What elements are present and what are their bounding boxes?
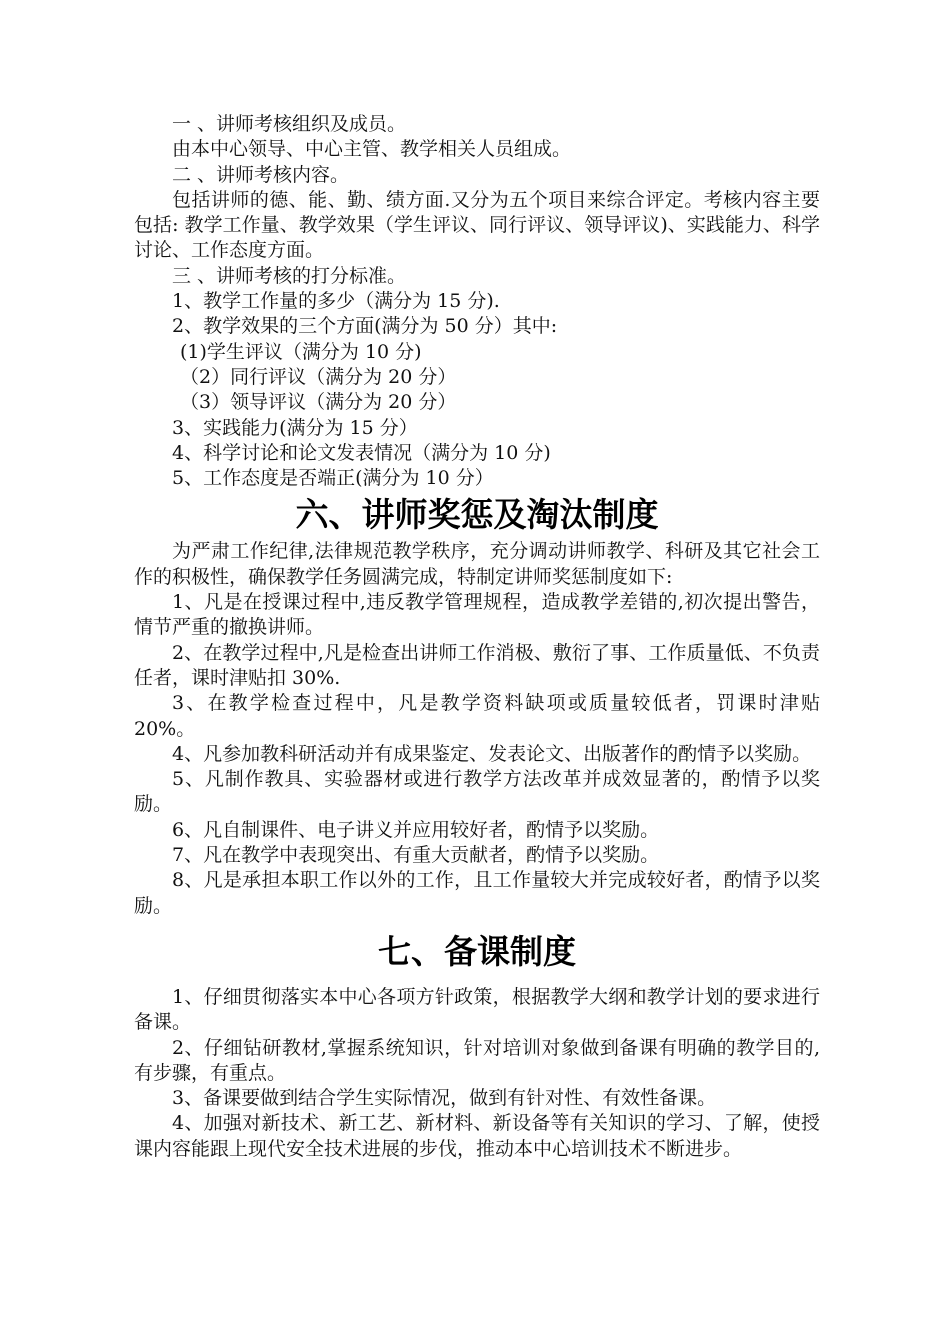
rewards-paragraph: 5、凡制作教具、实验器材或进行教学方法改革并成效显著的，酌情予以奖励。 — [134, 768, 820, 816]
lesson-prep-paragraph: 4、加强对新技术、新工艺、新材料、新设备等有关知识的学习、了解，使授课内容能跟上现代安全技术进展的步伐，推动本中心培训技术不断进步。 — [134, 1112, 820, 1160]
assessment-line: 一 、讲师考核组织及成员。 — [172, 113, 407, 135]
assessment-section — [134, 112, 820, 491]
assessment-line: 2、教学效果的三个方面(满分为 50 分）其中: — [172, 315, 558, 338]
rewards-paragraph: 1、凡是在授课过程中,违反教学管理规程，造成教学差错的,初次提出警告，情节严重的撤换讲师。 — [134, 591, 820, 639]
assessment-line: 三 、讲师考核的打分标准。 — [172, 264, 407, 287]
assessment-line: 4、科学讨论和论文发表情况（满分为 10 分) — [172, 441, 551, 464]
assessment-line: （3）领导评议（满分为 20 分） — [180, 391, 457, 414]
section-heading-lesson-prep: 七、备课制度 — [378, 931, 576, 971]
section-heading-rewards: 六、讲师奖惩及淘汰制度 — [295, 495, 659, 535]
assessment-line: 3、实践能力(满分为 15 分） — [172, 416, 418, 439]
assessment-line: 5、工作态度是否端正(满分为 10 分） — [172, 467, 494, 490]
document-page — [134, 112, 820, 1162]
assessment-line: 1、教学工作量的多少（满分为 15 分). — [172, 290, 500, 313]
rewards-paragraph: 为严肃工作纪律,法律规范教学秩序，充分调动讲师教学、科研及其它社会工作的积极性，确保教学任务圆满完成，特制定讲师奖惩制度如下: — [134, 540, 820, 588]
assessment-line: （2）同行评议（满分为 20 分） — [180, 365, 457, 388]
lesson-prep-paragraph: 2、仔细钻研教材,掌握系统知识，针对培训对象做到备课有明确的教学目的,有步骤，有重点。 — [134, 1036, 820, 1084]
lesson-prep-section — [134, 985, 820, 1162]
rewards-paragraph: 4、凡参加教科研活动并有成果鉴定、发表论文、出版著作的酌情予以奖励。 — [172, 742, 812, 765]
rewards-paragraph: 6、凡自制课件、电子讲义并应用较好者，酌情予以奖励。 — [172, 818, 660, 841]
lesson-prep-paragraph: 1、仔细贯彻落实本中心各项方针政策，根据教学大纲和教学计划的要求进行备课。 — [134, 985, 820, 1034]
rewards-paragraph: 3、在教学检查过程中，凡是教学资料缺项或质量较低者，罚课时津贴 20%。 — [134, 692, 820, 740]
rewards-paragraph: 2、在教学过程中,凡是检查出讲师工作消极、敷衍了事、工作质量低、不负责任者，课时津贴扣 30%. — [134, 641, 820, 689]
rewards-paragraph: 8、凡是承担本职工作以外的工作，且工作量较大并完成较好者，酌情予以奖励。 — [134, 869, 820, 917]
rewards-paragraph: 7、凡在教学中表现突出、有重大贡献者，酌情予以奖励。 — [172, 844, 660, 867]
assessment-line: 二 、讲师考核内容。 — [172, 163, 350, 186]
assessment-line: (1)学生评议（满分为 10 分) — [180, 340, 422, 363]
rewards-section — [134, 539, 820, 918]
assessment-line: 包括讲师的德、能、勤、绩方面.又分为五个项目来综合评定。考核内容主要包括: 教学工作量、教学效果（学生评议、同行评议、领导评议)、实践能力、科学讨论、工作态度方面。 — [134, 188, 820, 262]
lesson-prep-paragraph: 3、备课要做到结合学生实际情况，做到有针对性、有效性备课。 — [172, 1087, 717, 1110]
assessment-line: 由本中心领导、中心主管、教学相关人员组成。 — [172, 138, 572, 161]
